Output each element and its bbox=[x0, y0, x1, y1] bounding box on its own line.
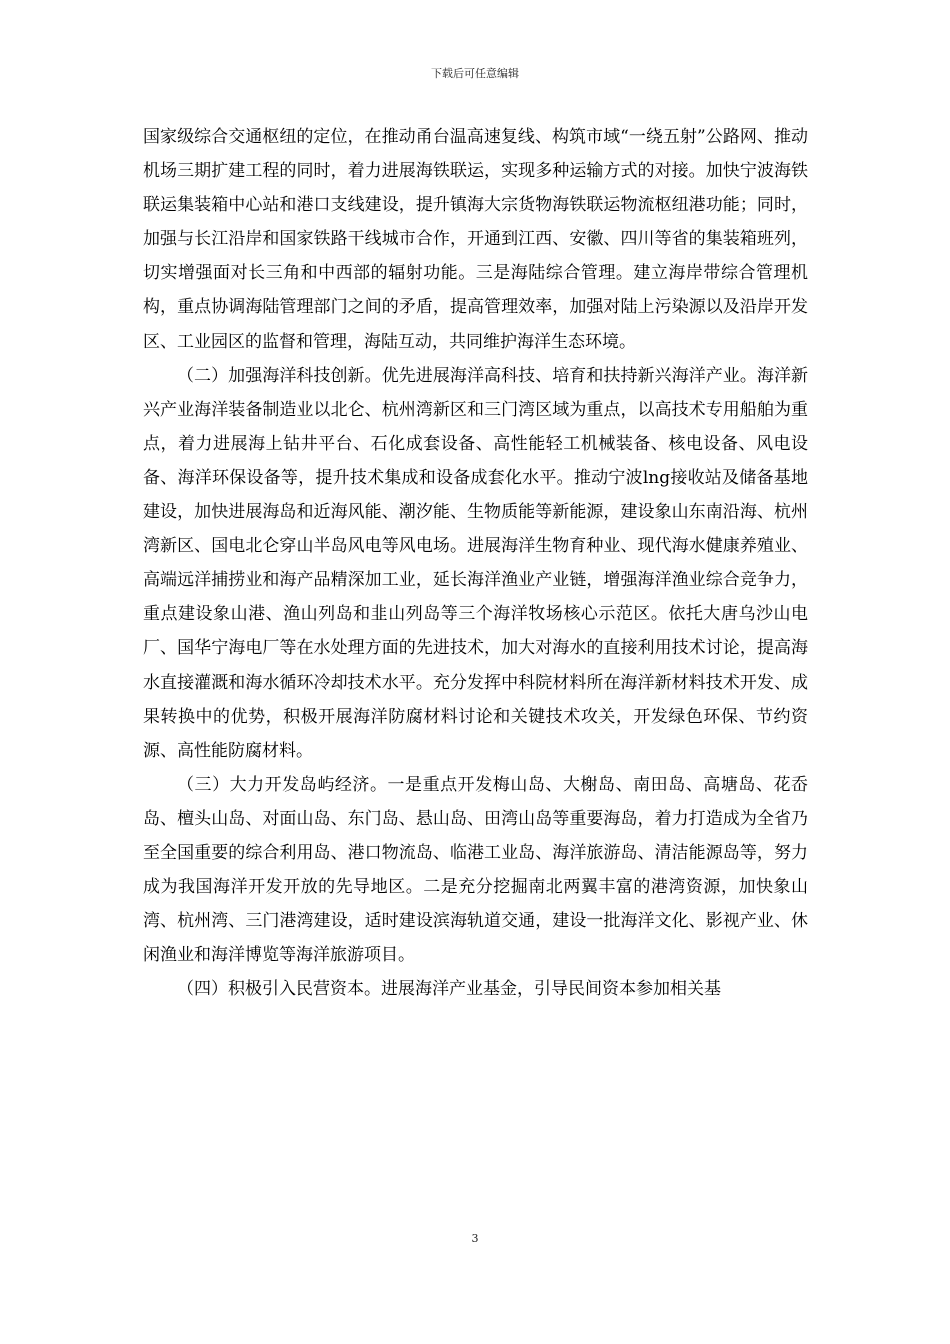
page-header: 下载后可任意编辑 bbox=[431, 67, 519, 80]
paragraph-section-3: （三）大力开发岛屿经济。一是重点开发梅山岛、大榭岛、南田岛、高塘岛、花岙岛、檀头山岛、对面山岛、东门岛、悬山岛、田湾山岛等重要海岛，着力打造成为全省乃至全国重要的综合利用岛、港口物流岛、临港工业岛、海洋旅游岛、清洁能源岛等，努力成为我国海洋开发开放的先导地区。二是充分挖掘南北两翼丰富的港湾资源，加快象山湾、杭州湾、三门港湾建设，适时建设滨海轨道交通，建设一批海洋文化、影视产业、休闲渔业和海洋博览等海洋旅游项目。 bbox=[143, 774, 808, 966]
page-number: 3 bbox=[471, 1232, 479, 1245]
document-body bbox=[143, 120, 808, 1006]
paragraph-section-4: （四）积极引入民营资本。进展海洋产业基金，引导民间资本参加相关基 bbox=[177, 979, 721, 1000]
paragraph-section-2: （二）加强海洋科技创新。优先进展海洋高科技、培育和扶持新兴海洋产业。海洋新兴产业海洋装备制造业以北仑、杭州湾新区和三门湾区域为重点，以高技术专用船舶为重点，着力进展海上钻井平台、石化成套设备、高性能轻工机械装备、核电设备、风电设备、海洋环保设备等，提升技术集成和设备成套化水平。推动宁波lng接收站及储备基地建设，加快进展海岛和近海风能、潮汐能、生物质能等新能源，建设象山东南沿海、杭州湾新区、国电北仑穿山半岛风电等风电场。进展海洋生物育种业、现代海水健康养殖业、高端远洋捕捞业和海产品精深加工业，延长海洋渔业产业链，增强海洋渔业综合竞争力，重点建设象山港、渔山列岛和韭山列岛等三个海洋牧场核心示范区。依托大唐乌沙山电厂、国华宁海电厂等在水处理方面的先进技术，加大对海水的直接利用技术讨论，提高海水直接灌溉和海水循环冷却技术水平。充分发挥中科院材料所在海洋新材料技术开发、成果转换中的优势，积极开展海洋防腐材料讨论和关键技术攻关，开发绿色环保、节约资源、高性能防腐材料。 bbox=[143, 365, 808, 761]
paragraph-continuation: 国家级综合交通枢纽的定位，在推动甬台温高速复线、构筑市域“一绕五射”公路网、推动机场三期扩建工程的同时，着力进展海铁联运，实现多种运输方式的对接。加快宁波海铁联运集装箱中心站和港口支线建设，提升镇海大宗货物海铁联运物流枢纽港功能；同时，加强与长江沿岸和国家铁路干线城市合作，开通到江西、安徽、四川等省的集装箱班列，切实增强面对长三角和中西部的辐射功能。三是海陆综合管理。建立海岸带综合管理机构，重点协调海陆管理部门之间的矛盾，提高管理效率，加强对陆上污染源以及沿岸开发区、工业园区的监督和管理，海陆互动，共同维护海洋生态环境。 bbox=[143, 127, 808, 352]
